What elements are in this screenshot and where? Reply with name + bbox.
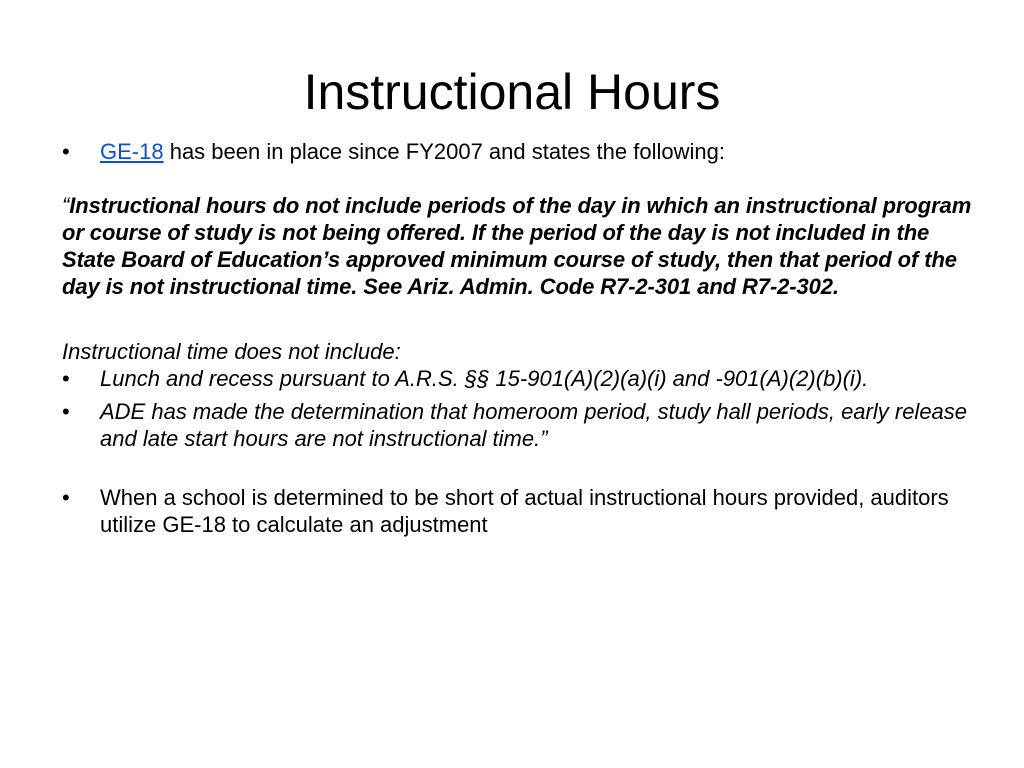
quote-text: Instructional hours do not include periods of the day in which an instructional program or course of study is not being offered. If the period of the day is not included in the State Board of Education’s approved minimum course of study, then that period of the day is not instructional time. See Ariz. Admin. Code R7-2-301 and R7-2-302. [62,193,972,299]
exclusion-text: Lunch and recess pursuant to A.R.S. §§ 15-901(A)(2)(a)(i) and -901(A)(2)(b)(i). [100,366,869,391]
bullet-icon: • [62,485,70,510]
exclusions-heading: Instructional time does not include: [62,339,401,364]
intro-text [100,138,982,165]
final-bullet-text: When a school is determined to be short of actual instructional hours provided, auditors utilize GE-18 to calculate an adjustment [100,485,949,537]
slide-body [62,138,982,538]
intro-bullet [62,138,982,165]
intro-rest: has been in place since FY2007 and states the following: [163,139,725,164]
exclusion-item [62,398,982,452]
exclusion-item [62,365,982,392]
final-bullet [62,484,982,538]
exclusion-text: ADE has made the determination that homeroom period, study hall periods, early release and late start hours are not instructional time.” [100,399,968,451]
slide-title: Instructional Hours [303,64,721,120]
ge-18-link[interactable]: GE-18 [100,139,164,164]
bullet-icon: • [62,399,70,424]
bullet-icon: • [62,366,70,391]
quote-open-mark: “ [62,193,70,218]
bullet-icon: • [62,139,70,164]
quote-block [62,192,982,300]
